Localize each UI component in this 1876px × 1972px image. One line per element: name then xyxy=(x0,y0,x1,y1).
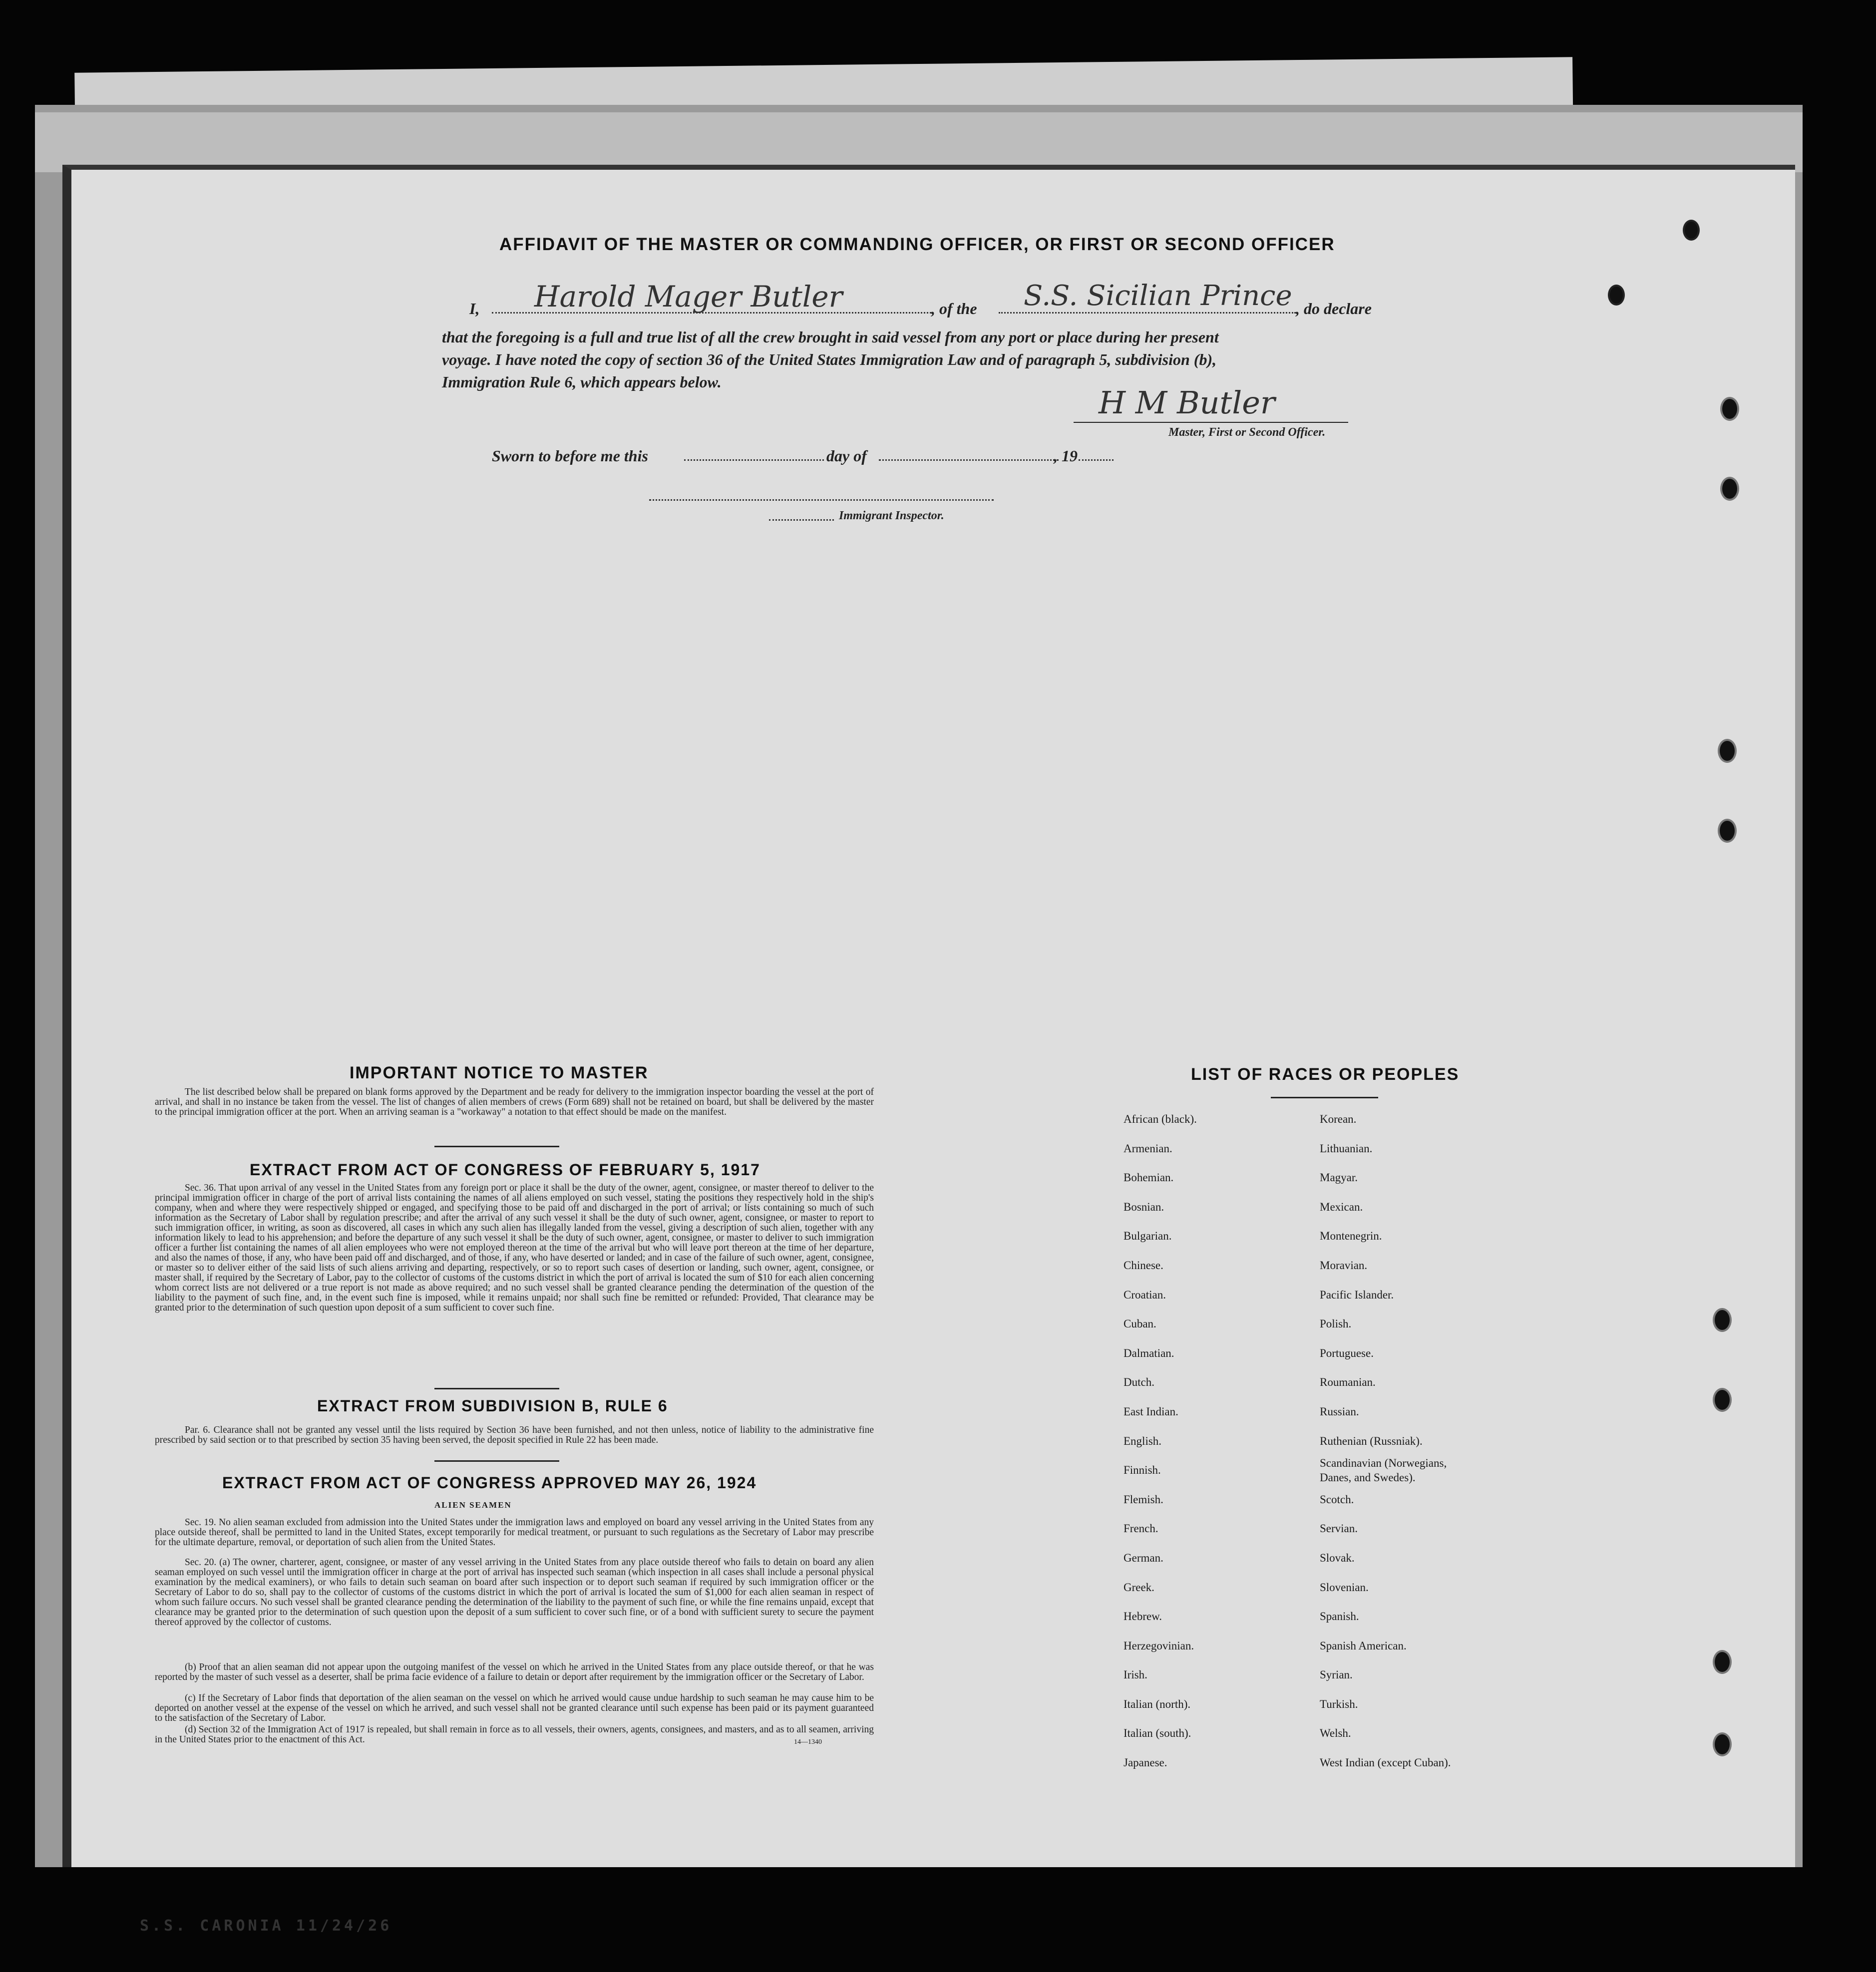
punch-hole xyxy=(1718,819,1737,843)
extract-1924-title: EXTRACT FROM ACT OF CONGRESS APPROVED MAY 26, 1924 xyxy=(222,1474,757,1492)
affidavit-of-the: , of the xyxy=(931,300,977,318)
race-item: Dutch. xyxy=(1124,1376,1154,1389)
extract-1917-text: Sec. 36. That upon arrival of any vessel in the United States from any foreign port or place it shall be the duty of the owner, agent, consignee, or master thereof to deliver to the principal immigration officer in charge of the port of arrival lists containing the names of all aliens employed on such vessel, stating the positions they respectively hold in the ship's company, when and where they were respectively shipped or engaged, and specifying those to be paid off and discharged in the port of arrival; or lists containing so much of such information as the Secretary of Labor shall by regulation prescribe; and after the arrival of any such vessel it shall be the duty of such owner, agent, consignee, or master to report to such immigration officer, in writing, as soon as discovered, all cases in which any such alien has illegally landed from the vessel, giving a description of such alien, together with any information likely to lead to his apprehension; and before the departure of any such vessel it shall be the duty of such owner, agent, consignee, or master to deliver to such immigration officer a further list containing the names of all alien employees who were not employed thereon at the time of the arrival but who will leave port thereon at the time of her departure, and also the names of those, if any, who have been paid off and discharged, and of those, if any, who have deserted or landed; and in case of the failure of such owner, agent, consignee, or master so to deliver either of the said lists of such aliens arriving and departing, respectively, or so to report such cases of desertion or landing, such owner, agent, consignee, or master shall, if required by the Secretary of Labor, pay to the collector of customs of the customs district in which the port of arrival is located the sum of $10 for each alien concerning whom correct lists are not delivered or a true report is not made as above required; and no such vessel shall be granted clearance pending the determination of the question of the liability to the payment of such fine, and, in the event such fine is imposed, while it remains unpaid; nor shall such fine be remitted or refunded: Provided, That clearance may be granted prior to the determination of such question upon deposit of a sum sufficient to cover such fine. xyxy=(155,1183,874,1313)
vessel-name-handwritten: S.S. Sicilian Prince xyxy=(1024,280,1292,312)
race-item: Mexican. xyxy=(1320,1200,1363,1213)
race-item: Spanish American. xyxy=(1320,1639,1407,1652)
race-item: West Indian (except Cuban). xyxy=(1320,1756,1451,1769)
notice-text: The list described below shall be prepared on blank forms approved by the Department and be ready for delivery to the immigration inspector boarding the vessel at the port of arrival, and shall in no instance be taken from the vessel. The list of changes of alien members of crews (Form 689) shall not be retained on board, but shall be delivered by the master to the principal immigration officer at the port. When an arriving seaman is a "workaway" a notation to that effect should be made on the manifest. xyxy=(155,1087,874,1117)
sec-19-text: Sec. 19. No alien seaman excluded from admission into the United States under the immigration laws and employed on board any vessel arriving in the United States from any place outside thereof, shall be permitted to land in the United States, except temporarily for medical treatment, or pursuant to such regulations as the Secretary of Labor may prescribe for the ultimate departure, removal, or deportation of such alien from the United States. xyxy=(155,1517,874,1548)
race-item: Scotch. xyxy=(1320,1493,1354,1506)
race-item: Bulgarian. xyxy=(1124,1230,1172,1243)
vessel-line xyxy=(999,312,1296,314)
race-item: Welsh. xyxy=(1320,1727,1351,1740)
master-name-handwritten: Harold Mager Butler xyxy=(534,280,843,314)
sheet-header-strip xyxy=(35,112,1803,172)
punch-hole xyxy=(1720,397,1739,421)
punch-hole xyxy=(1720,477,1739,501)
race-item: Magyar. xyxy=(1320,1171,1358,1184)
punch-hole xyxy=(1713,1308,1732,1332)
race-item: Moravian. xyxy=(1320,1259,1368,1272)
race-item: Slovenian. xyxy=(1320,1581,1369,1594)
sworn-year: , 19 xyxy=(1054,447,1078,465)
race-item: Slovak. xyxy=(1320,1551,1355,1564)
affidavit-line-2: that the foregoing is a full and true list of all the crew brought in said vessel from any port or place during her present xyxy=(442,328,1219,346)
sworn-year-line xyxy=(1079,459,1114,461)
race-item: Polish. xyxy=(1320,1317,1352,1330)
sec-20a-text: Sec. 20. (a) The owner, charterer, agent, consignee, or master of any vessel arriving in the United States from any place outside thereof who fails to detain on board any alien seaman employed on such vessel until the immigration officer in charge at the port of arrival has inspected such seaman (which inspection in all cases shall include a personal physical examination by the medical examiners), or who fails to detain such seaman on board after such inspection or to deport such seaman if required by such immigration officer or the Secretary of Labor to do so, shall pay to the collector of customs of the customs district in which the port of arrival is located the sum of $1,000 for each alien seaman in respect of whom such failure occurs. No such vessel shall be granted clearance pending the determination of the liability to the payment of such fine, or while the fine remains unpaid, except that clearance may be granted prior to the determination of such question upon the deposit of a sum sufficient to cover such fine, or of a bond with sufficient surety to secure the payment thereof approved by the collector of customs. xyxy=(155,1557,874,1628)
extract-1917-title: EXTRACT FROM ACT OF CONGRESS OF FEBRUARY 5, 1917 xyxy=(250,1161,760,1179)
divider xyxy=(1271,1097,1378,1098)
inspector-label-line xyxy=(769,519,834,521)
race-item: Irish. xyxy=(1124,1668,1147,1681)
race-item: French. xyxy=(1124,1522,1158,1535)
race-item: Spanish. xyxy=(1320,1610,1359,1623)
extract-1924-subtitle: ALIEN SEAMEN xyxy=(434,1500,512,1510)
race-item: Turkish. xyxy=(1320,1697,1358,1710)
races-column-1 xyxy=(1124,1105,1197,1778)
races-title: LIST OF RACES OR PEOPLES xyxy=(1191,1065,1460,1084)
punch-hole xyxy=(1683,220,1700,241)
race-item: Croatian. xyxy=(1124,1288,1166,1301)
race-item: Italian (south). xyxy=(1124,1727,1191,1740)
affidavit-i: I, xyxy=(469,300,480,318)
punch-hole xyxy=(1713,1650,1732,1674)
race-item: African (black). xyxy=(1124,1113,1197,1125)
race-item: Syrian. xyxy=(1320,1668,1353,1681)
race-item: Bohemian. xyxy=(1124,1171,1174,1184)
signature-line xyxy=(1074,422,1348,423)
race-item: Dalmatian. xyxy=(1124,1346,1174,1359)
race-item: Pacific Islander. xyxy=(1320,1288,1394,1301)
signature-caption: Master, First or Second Officer. xyxy=(1168,426,1326,439)
race-item: English. xyxy=(1124,1434,1162,1447)
sec-20d-text: (d) Section 32 of the Immigration Act of 1917 is repealed, but shall remain in force as to all vessels, their owners, agents, consignees, and masters, and as to all seamen, arriving in the United States prior to the enactment of this Act. xyxy=(155,1724,874,1745)
affidavit-declare: , do declare xyxy=(1296,300,1372,318)
race-item: Portuguese. xyxy=(1320,1346,1374,1359)
race-item: Servian. xyxy=(1320,1522,1358,1535)
race-item: Japanese. xyxy=(1124,1756,1167,1769)
punch-hole xyxy=(1718,739,1737,763)
race-item: Armenian. xyxy=(1124,1142,1172,1155)
divider xyxy=(434,1460,559,1462)
signature: H M Butler xyxy=(1099,384,1275,421)
race-item: Hebrew. xyxy=(1124,1610,1162,1623)
race-item: Roumanian. xyxy=(1320,1376,1376,1389)
race-item: Italian (north). xyxy=(1124,1697,1191,1710)
race-item: Bosnian. xyxy=(1124,1200,1164,1213)
form-number: 14—1340 xyxy=(794,1738,822,1746)
affidavit-title: AFFIDAVIT OF THE MASTER OR COMMANDING OFFICER, OR FIRST OR SECOND OFFICER xyxy=(499,235,1335,254)
sworn-month-line xyxy=(879,459,1059,461)
race-item: Finnish. xyxy=(1124,1464,1161,1477)
sworn-day-line xyxy=(684,459,824,461)
race-item: Herzegovinian. xyxy=(1124,1639,1194,1652)
race-item: Greek. xyxy=(1124,1581,1154,1594)
race-item: Scandinavian (Norwegians, Danes, and Swedes). xyxy=(1320,1457,1447,1484)
race-item: Korean. xyxy=(1320,1113,1357,1125)
sworn-prefix: Sworn to before me this xyxy=(492,447,648,465)
affidavit-line-3: voyage. I have noted the copy of section 36 of the United States Immigration Law and of paragraph 5, subdivision (b), xyxy=(442,350,1217,368)
divider xyxy=(434,1146,559,1147)
inspector-caption: Immigrant Inspector. xyxy=(839,509,944,522)
race-item: Chinese. xyxy=(1124,1259,1163,1272)
divider xyxy=(434,1388,559,1389)
affidavit-line-4: Immigration Rule 6, which appears below. xyxy=(442,373,722,391)
races-column-2 xyxy=(1320,1105,1451,1778)
race-item: Lithuanian. xyxy=(1320,1142,1373,1155)
punch-hole xyxy=(1713,1732,1732,1756)
race-item: German. xyxy=(1124,1551,1163,1564)
inspector-signature-line xyxy=(649,499,994,501)
sworn-day: day of xyxy=(826,447,867,465)
race-item: East Indian. xyxy=(1124,1405,1178,1418)
race-item: Russian. xyxy=(1320,1405,1359,1418)
extract-rule6-text: Par. 6. Clearance shall not be granted any vessel until the lists required by Section 36 have been furnished, and not then unless, notice of liability to the administrative fine prescribed by said section or to that prescribed by section 35 having been served, the deposit specified in Rule 22 has been made. xyxy=(155,1425,874,1445)
extract-rule6-title: EXTRACT FROM SUBDIVISION B, RULE 6 xyxy=(317,1397,668,1415)
race-item: Montenegrin. xyxy=(1320,1230,1382,1243)
race-item: Flemish. xyxy=(1124,1493,1163,1506)
notice-title: IMPORTANT NOTICE TO MASTER xyxy=(350,1063,649,1082)
sec-20b-text: (b) Proof that an alien seaman did not appear upon the outgoing manifest of the vessel on which he arrived in the United States from any place outside thereof, or that he was reported by the master of such vessel as a deserter, shall be prima facie evidence of a failure to detain or deport after requirement by the immigration officer or the Secretary of Labor. xyxy=(155,1662,874,1682)
sec-20c-text: (c) If the Secretary of Labor finds that deportation of the alien seaman on the vessel on which he arrived would cause undue hardship to such seaman he may cause him to be deported on another vessel at the expense of the vessel on which he arrived, and such vessel shall not be granted clearance until such expense has been paid or its payment guaranteed to the satisfaction of the Secretary of Labor. xyxy=(155,1693,874,1723)
punch-hole xyxy=(1713,1388,1732,1412)
race-item: Ruthenian (Russniak). xyxy=(1320,1434,1423,1447)
race-item: Cuban. xyxy=(1124,1317,1156,1330)
film-marker: S.S. CARONIA 11/24/26 xyxy=(140,1917,392,1935)
punch-hole xyxy=(1608,285,1625,306)
